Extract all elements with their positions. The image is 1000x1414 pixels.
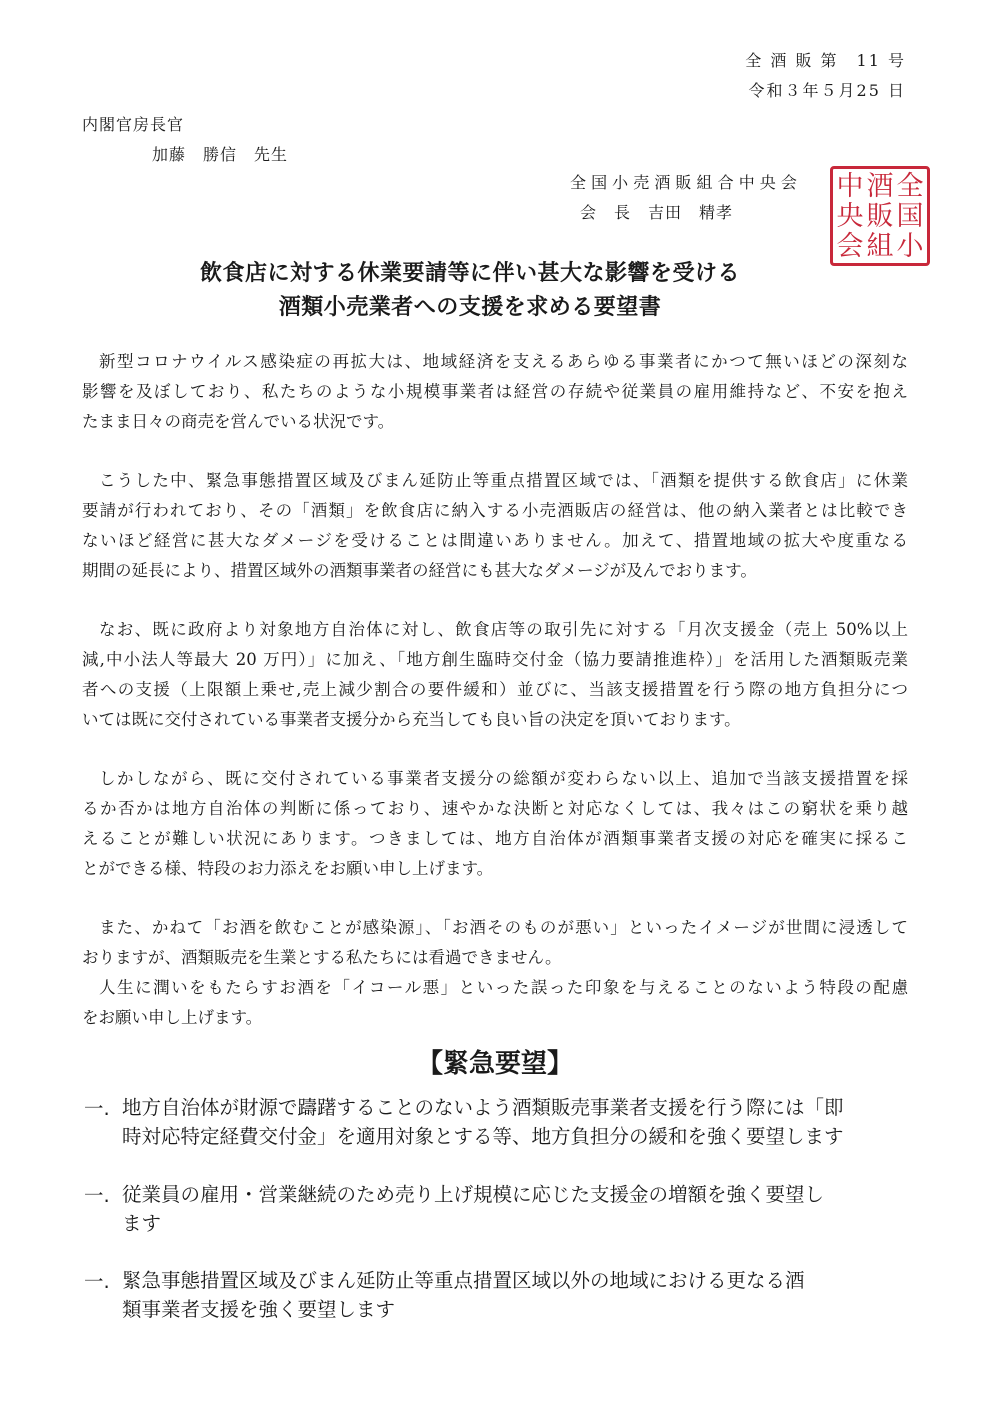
seal-char: 国 <box>896 200 924 232</box>
paragraph-line: 減,中小法人等最大 20 万円）」に加え、「地方創生臨時交付金（協力要請推進枠）」を活用した酒類販売業 <box>82 650 908 669</box>
request-line: 地方自治体が財源で躊躇することのないよう酒類販売事業者支援を行う際には「即 <box>122 1096 844 1119</box>
request-line: 緊急事態措置区域及びまん延防止等重点措置区域以外の地域における更なる酒 <box>122 1269 805 1292</box>
paragraph-line: 期間の延長により、措置区域外の酒類事業者の経営にも甚大なダメージが及んでおります。 <box>82 561 757 580</box>
paragraph-line: えることが難しい状況にあります。つきましては、地方自治体が酒類事業者支援の対応を確実に採るこ <box>82 829 908 848</box>
document-title-line2: 酒類小売業者への支援を求める要望書 <box>278 295 662 320</box>
paragraph-line: 新型コロナウイルス感染症の再拡大は、地域経済を支えるあらゆる事業者にかつて無いほどの深刻な <box>99 352 908 371</box>
paragraph <box>82 764 908 884</box>
paragraph-line: 人生に潤いをもたらすお酒を「イコール悪」といった誤った印象を与えることのないよう特段の配慮 <box>99 978 908 997</box>
seal-char: 央 <box>836 200 864 232</box>
seal-char: 販 <box>866 200 894 232</box>
paragraph-line: たまま日々の商売を営んでいる状況です。 <box>82 412 395 431</box>
recipient-position: 内閣官房長官 <box>82 115 185 134</box>
seal-char: 小 <box>896 230 924 262</box>
document-body <box>82 347 908 1062</box>
paragraph-line: また、かねて「お酒を飲むことが感染源」、「お酒そのものが悪い」といったイメージが世間に浸透して <box>99 918 908 937</box>
seal-char: 組 <box>866 230 894 262</box>
paragraph-line: いては既に交付されている事業者支援分から充当しても良い旨の決定を頂いております。 <box>82 710 741 729</box>
paragraph-line: をお願い申し上げます。 <box>82 1008 263 1027</box>
sender-representative: 会 長 吉田 精孝 <box>580 203 734 222</box>
paragraph-line: るか否かは地方自治体の判断に係っており、速やかな決断と対応なくしては、我々はこの窮状を乗り越 <box>82 799 908 818</box>
paragraph-line: とができる様、特段のお力添えをお願い申し上げます。 <box>82 859 494 878</box>
request-line: 従業員の雇用・営業継続のため売り上げ規模に応じた支援金の増額を強く要望し <box>122 1183 825 1206</box>
request-line: 時対応特定経費交付金」を適用対象とする等、地方負担分の緩和を強く要望します <box>122 1125 844 1148</box>
sender-organization: 全 国 小 売 酒 販 組 合 中 央 会 <box>570 173 797 192</box>
paragraph-line: 要請が行われており、その「酒類」を飲食店に納入する小売酒販店の経営は、他の納入業者とは比較でき <box>82 501 908 520</box>
item-marker: 一. <box>84 1270 110 1293</box>
paragraph-line: なお、既に政府より対象地方自治体に対し、飲食店等の取引先に対する「月次支援金（売上 50%以上 <box>99 620 908 639</box>
paragraph-line: ないほど経営に甚大なダメージを受けることは間違いありません。加えて、措置地域の拡大や度重なる <box>82 531 908 550</box>
document-number: 全 酒 販 第 11 号 <box>745 51 906 70</box>
item-marker: 一. <box>84 1097 110 1120</box>
seal-char: 酒 <box>866 170 894 202</box>
seal-char: 中 <box>836 170 864 202</box>
recipient-name: 加藤 勝信 先生 <box>152 145 289 164</box>
paragraph <box>82 615 908 735</box>
document-date: 令和３年５月25 日 <box>748 81 906 100</box>
request-line: ます <box>122 1212 162 1235</box>
paragraph-line: 影響を及ぼしており、私たちのような小規模事業者は経営の存続や従業員の雇用維持など、不安を抱え <box>82 382 908 401</box>
urgent-heading: 【緊急要望】 <box>416 1049 573 1079</box>
urgent-request-item <box>84 1093 844 1151</box>
official-seal <box>830 166 930 266</box>
seal-char: 会 <box>836 230 864 262</box>
paragraph-line: 者への支援（上限額上乗せ,売上減少割合の要件緩和）並びに、当該支援措置を行う際の地方負担分につ <box>82 680 908 699</box>
paragraph-line: しかしながら、既に交付されている事業者支援分の総額が変わらない以上、追加で当該支援措置を採 <box>99 769 908 788</box>
urgent-request-item <box>84 1180 824 1238</box>
paragraph <box>82 347 908 437</box>
paragraph <box>82 466 908 586</box>
paragraph <box>82 913 908 1033</box>
request-line: 類事業者支援を強く要望します <box>122 1298 396 1321</box>
document-title-line1: 飲食店に対する休業要請等に伴い甚大な影響を受ける <box>199 261 740 286</box>
paragraph-line: こうした中、緊急事態措置区域及びまん延防止等重点措置区域では、「酒類を提供する飲食店」に休業 <box>99 471 908 490</box>
urgent-request-item <box>84 1266 805 1324</box>
paragraph-line: おりますが、酒類販売を生業とする私たちには看過できません。 <box>82 948 562 967</box>
seal-char: 全 <box>896 170 924 202</box>
item-marker: 一. <box>84 1184 110 1207</box>
